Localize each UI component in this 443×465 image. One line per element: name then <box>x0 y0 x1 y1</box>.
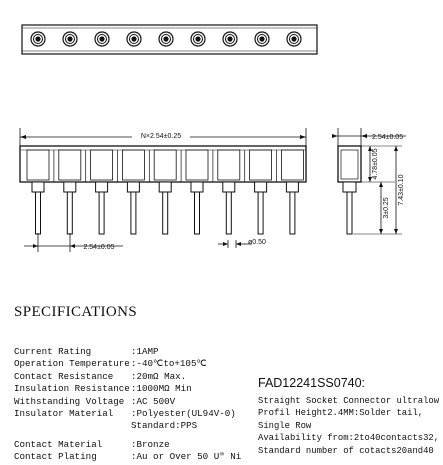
spec-label: Contact Resistance <box>14 370 114 382</box>
overall-length-label: N×2.54±0.25 <box>140 133 182 140</box>
spec-row <box>14 358 241 370</box>
specifications-table <box>14 346 241 464</box>
product-description <box>258 395 439 457</box>
body-width-label: 2.54±0.05 <box>372 134 404 141</box>
contact-pin <box>286 182 298 234</box>
pin-pitch-label: 2.54±0.05 <box>83 244 115 251</box>
spec-value: :1000MΩ Min <box>131 383 192 395</box>
spec-value: :-40℃to+105℃ <box>131 358 207 370</box>
contact-pin <box>223 182 235 234</box>
contact-hole <box>191 32 205 46</box>
spec-row <box>14 439 241 451</box>
spec-label: Withstanding Voltage <box>14 395 125 407</box>
side-view <box>332 128 406 234</box>
description-line: Profil Height2.4MM:Solder tail, <box>258 408 424 419</box>
spec-value: :Polyester(UL94V-0) <box>131 407 236 419</box>
spec-value: :Bronze <box>131 438 170 450</box>
contact-pin <box>96 182 108 234</box>
spec-row <box>14 371 241 383</box>
description-line: Straight Socket Connector ultralow <box>258 396 440 406</box>
spec-value: :20mΩ Max. <box>131 370 187 382</box>
contact-hole <box>159 32 173 46</box>
spec-row <box>14 408 241 420</box>
contact-hole <box>31 32 45 46</box>
spec-value: :Au or Over 50 U" Ni <box>131 451 242 463</box>
contact-hole <box>95 32 109 46</box>
spec-row <box>14 396 241 408</box>
contact-pin <box>191 182 203 234</box>
contact-hole <box>127 32 141 46</box>
side-body <box>338 146 361 182</box>
spec-label: Insulator Material <box>14 407 114 419</box>
spec-label: Insulation Resistance <box>14 383 130 395</box>
front-view <box>20 128 306 252</box>
spec-value: :AC 500V <box>131 395 176 407</box>
contact-hole <box>287 32 301 46</box>
spec-value: :1AMP <box>131 346 159 357</box>
spec-row <box>14 346 241 358</box>
contact-pin <box>159 182 171 234</box>
spec-row <box>14 420 241 432</box>
tail-length-label: 3±0.25 <box>383 197 390 219</box>
pin-diameter-label: ø0.50 <box>248 239 266 246</box>
spec-label: Current Rating <box>14 346 92 357</box>
contact-hole <box>63 32 77 46</box>
contact-pin <box>64 182 76 234</box>
body-height-label: 4.78±0.05 <box>372 148 379 180</box>
spec-label: Contact Material <box>14 438 103 450</box>
front-body <box>20 146 306 182</box>
top-view <box>22 25 317 54</box>
contact-hole <box>223 32 237 46</box>
contact-pin <box>255 182 267 234</box>
spec-label: Operation Temperature <box>14 358 130 370</box>
description-line: Standard number of cotacts20and40 <box>258 445 434 456</box>
description-line: Single Row <box>258 420 312 431</box>
part-number: FAD12241SS0740: <box>258 376 366 390</box>
contact-pin <box>127 182 139 234</box>
cropped-text-row <box>14 455 439 465</box>
side-pin <box>347 192 352 234</box>
contact-hole <box>255 32 269 46</box>
spec-label: Contact Plating <box>14 451 97 463</box>
total-height-label: 7.43±0.10 <box>398 174 405 206</box>
spec-value: Standard:PPS <box>131 420 198 432</box>
description-line: Availability from:2to40contacts32, <box>258 433 440 444</box>
spec-row <box>14 383 241 395</box>
specifications-title: SPECIFICATIONS <box>14 304 138 320</box>
contact-pin <box>32 182 44 234</box>
